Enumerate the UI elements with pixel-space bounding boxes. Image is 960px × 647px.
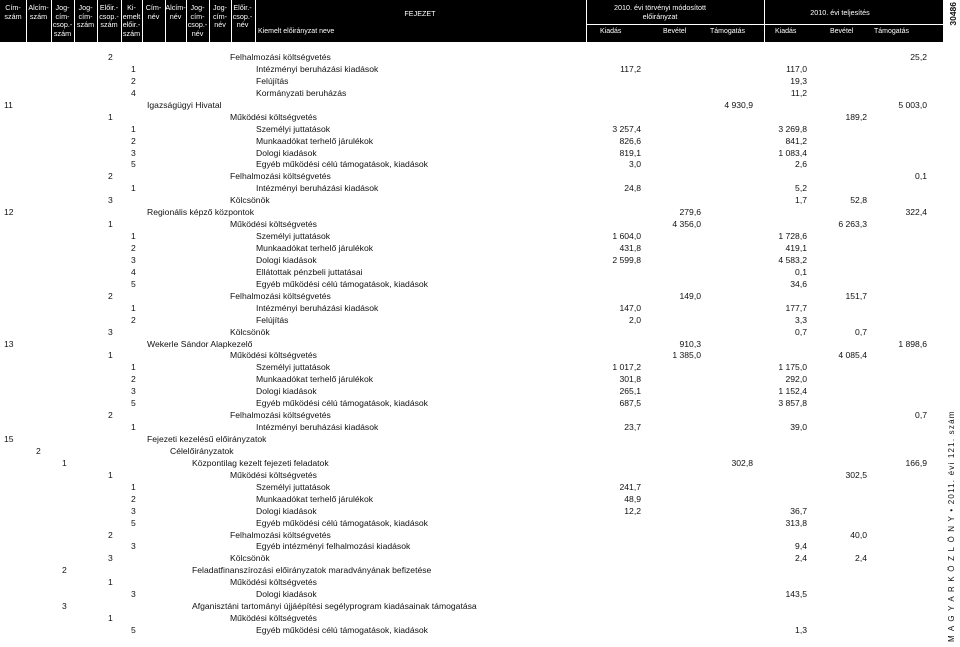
table-row — [0, 600, 943, 612]
cell-k2: 3,3 — [795, 314, 807, 325]
cell-k1: 2,0 — [629, 314, 641, 325]
cell-jc: 2 — [131, 314, 136, 325]
cell-k2: 1,7 — [795, 195, 807, 206]
cell-k2: 1 152,4 — [778, 386, 807, 397]
header-col-0: Cím- szám — [4, 3, 22, 21]
cell-t2: 1 898,6 — [898, 338, 927, 349]
header-group-2010-teljesites: 2010. évi teljesítés — [810, 8, 870, 17]
header-group-2010-modositott: 2010. évi törvényi módosított előirányzat — [614, 3, 706, 21]
table-row — [0, 254, 943, 266]
header-fejezet: FEJEZET — [404, 9, 436, 18]
cell-b2: 302,5 — [845, 469, 867, 480]
cell-b2: 52,8 — [850, 195, 867, 206]
cell-c: 13 — [4, 338, 14, 349]
page-number: 30486 — [948, 2, 958, 26]
cell-name: Wekerle Sándor Alapkezelő — [147, 338, 253, 349]
cell-name: Célelőirányzatok — [170, 445, 234, 456]
cell-name: Működési költségvetés — [230, 111, 317, 122]
cell-b2: 189,2 — [845, 111, 867, 122]
cell-name: Kölcsönök — [230, 326, 270, 337]
cell-name: Kölcsönök — [230, 195, 270, 206]
cell-k2: 39,0 — [790, 422, 807, 433]
cell-k1: 24,8 — [624, 183, 641, 194]
table-header — [0, 0, 943, 42]
cell-jcs: 2 — [62, 565, 67, 576]
cell-jcs: 3 — [62, 601, 67, 612]
table-row — [0, 409, 943, 421]
table-row — [0, 182, 943, 194]
cell-jc: 1 — [131, 63, 136, 74]
cell-b2: 40,0 — [850, 529, 867, 540]
cell-name: Felhalmozási költségvetés — [230, 529, 331, 540]
cell-jc: 4 — [131, 266, 136, 277]
header-col-5: Ki- emelt előir.- szám — [122, 3, 141, 38]
cell-t1: 302,8 — [731, 457, 753, 468]
cell-jcs: 2 — [108, 52, 113, 62]
table-row — [0, 51, 943, 63]
cell-name: Dologi kiadások — [256, 147, 317, 158]
cell-name: Munkaadókat terhelő járulékok — [256, 135, 374, 146]
cell-name: Működési költségvetés — [230, 350, 317, 361]
header-col-1: Alcím- szám — [28, 3, 49, 21]
table-row — [0, 564, 943, 576]
cell-k1: 265,1 — [619, 386, 641, 397]
table-row — [0, 576, 943, 588]
cell-name: Felhalmozási költségvetés — [230, 410, 331, 421]
cell-jc: 5 — [131, 159, 136, 170]
table-row — [0, 218, 943, 230]
table-row — [0, 111, 943, 123]
table-row — [0, 206, 943, 218]
cell-k2: 2,4 — [795, 553, 807, 564]
cell-jc: 1 — [131, 422, 136, 433]
cell-name: Fejezeti kezelésű előirányzatok — [147, 434, 267, 444]
cell-name: Központilag kezelt fejezeti feladatok — [192, 457, 329, 468]
header-col-9: Jog- cím- név — [213, 3, 227, 30]
cell-k2: 0,7 — [795, 326, 807, 337]
table-row — [0, 588, 943, 600]
table-row — [0, 624, 943, 636]
cell-name: Kölcsönök — [230, 553, 270, 564]
table-row — [0, 123, 943, 135]
table-row — [0, 266, 943, 278]
cell-name: Felhalmozási költségvetés — [230, 171, 331, 182]
header-sub-5: Támogatás — [874, 28, 910, 35]
journal-title: M A G Y A R K Ö Z L Ö N Y • 2011. évi 121. szám — [947, 410, 956, 642]
cell-name: Személyi juttatások — [256, 123, 331, 134]
cell-k1: 1 604,0 — [612, 231, 641, 242]
cell-t2: 5 003,0 — [898, 99, 927, 110]
cell-t2: 166,9 — [905, 457, 927, 468]
cell-k2: 117,0 — [786, 63, 807, 74]
header-sub-0: Kiadás — [600, 28, 622, 35]
cell-k2: 0,1 — [795, 266, 807, 277]
cell-k1: 3,0 — [629, 159, 641, 170]
table-row — [0, 135, 943, 147]
cell-name: Dologi kiadások — [256, 589, 317, 600]
cell-t1: 4 930,9 — [724, 99, 753, 110]
table-row — [0, 302, 943, 314]
cell-name: Egyéb működési célú támogatások, kiadások — [256, 398, 428, 409]
table-row — [0, 158, 943, 170]
cell-k1: 12,2 — [624, 505, 641, 516]
cell-name: Intézményi beruházási kiadások — [256, 63, 379, 74]
cell-b2: 2,4 — [855, 553, 867, 564]
table-row — [0, 517, 943, 529]
cell-k1: 2 599,8 — [612, 254, 641, 265]
table-row — [0, 361, 943, 373]
header-sub-3: Kiadás — [775, 28, 797, 35]
cell-b2: 0,7 — [855, 326, 867, 337]
cell-jc: 3 — [131, 147, 136, 158]
header-sub-4: Bevétel — [830, 28, 854, 35]
cell-name: Regionális képző központok — [147, 207, 255, 218]
cell-k2: 177,7 — [785, 302, 807, 313]
cell-k2: 3 857,8 — [778, 398, 807, 409]
cell-jcs: 1 — [108, 350, 113, 361]
table-row — [0, 469, 943, 481]
cell-k1: 147,0 — [619, 302, 641, 313]
cell-name: Feladatfinanszírozási előirányzatok maradványának befizetése — [192, 565, 432, 576]
table-row — [0, 242, 943, 254]
cell-jc: 1 — [131, 362, 136, 373]
cell-a: 2 — [36, 445, 41, 456]
cell-jcs: 2 — [108, 171, 113, 182]
table-row — [0, 99, 943, 111]
cell-jc: 5 — [131, 398, 136, 409]
header-sub-2: Támogatás — [710, 28, 746, 35]
header-col-8: Jog- cím- csop.- név — [187, 3, 208, 38]
cell-name: Dologi kiadások — [256, 254, 317, 265]
cell-k2: 419,1 — [785, 243, 807, 253]
cell-b2: 151,7 — [845, 290, 867, 301]
cell-b1: 279,6 — [679, 207, 701, 218]
cell-jc: 5 — [131, 517, 136, 528]
cell-name: Személyi juttatások — [256, 231, 331, 242]
table-row — [0, 63, 943, 75]
cell-jc: 4 — [131, 87, 136, 98]
cell-jcs: 2 — [108, 529, 113, 540]
cell-name: Intézményi beruházási kiadások — [256, 183, 379, 194]
cell-jc: 1 — [131, 183, 136, 194]
cell-jc: 1 — [131, 123, 136, 134]
cell-k1: 241,7 — [619, 481, 641, 492]
table-row — [0, 552, 943, 564]
cell-name: Működési költségvetés — [230, 577, 317, 588]
cell-t2: 0,7 — [915, 410, 927, 421]
table-row — [0, 75, 943, 87]
table-row — [0, 457, 943, 469]
header-col-2: Jog- cím- csop.- szám — [52, 3, 73, 38]
cell-jc: 5 — [131, 625, 136, 635]
cell-k2: 3 269,8 — [778, 123, 807, 134]
cell-jcs: 1 — [108, 219, 113, 230]
header-col-3: Jog- cím- szám — [76, 3, 95, 30]
cell-jc: 2 — [131, 135, 136, 146]
cell-k1: 687,5 — [619, 398, 641, 409]
cell-jc: 3 — [131, 541, 136, 552]
cell-k1: 23,7 — [624, 422, 641, 433]
budget-table — [0, 51, 943, 636]
table-row — [0, 505, 943, 517]
header-kiemelt: Kiemelt előirányzat neve — [258, 28, 335, 35]
cell-k1: 117,2 — [620, 63, 641, 74]
table-row — [0, 314, 943, 326]
cell-b1: 1 385,0 — [672, 350, 701, 361]
cell-jcs: 3 — [108, 326, 113, 337]
cell-jc: 1 — [131, 231, 136, 242]
cell-k2: 36,7 — [790, 505, 807, 516]
table-row — [0, 230, 943, 242]
cell-k1: 3 257,4 — [612, 123, 641, 134]
table-row — [0, 194, 943, 206]
cell-k2: 9,4 — [795, 541, 807, 552]
table-row — [0, 349, 943, 361]
cell-k2: 34,6 — [790, 278, 807, 289]
cell-b1: 149,0 — [679, 290, 701, 301]
table-row — [0, 612, 943, 624]
table-row — [0, 540, 943, 552]
cell-name: Dologi kiadások — [256, 505, 317, 516]
cell-b1: 910,3 — [679, 338, 701, 349]
cell-k2: 1,3 — [795, 625, 807, 635]
cell-jcs: 2 — [108, 290, 113, 301]
cell-t2: 25,2 — [910, 52, 927, 62]
table-row — [0, 481, 943, 493]
cell-k1: 819,1 — [619, 147, 641, 158]
cell-name: Egyéb működési célú támogatások, kiadások — [256, 517, 428, 528]
table-row — [0, 445, 943, 457]
table-row — [0, 433, 943, 445]
cell-name: Egyéb intézményi felhalmozási kiadások — [256, 541, 411, 552]
cell-t2: 322,4 — [905, 207, 927, 218]
cell-k2: 1 083,4 — [778, 147, 807, 158]
cell-name: Felújítás — [256, 314, 289, 325]
cell-name: Személyi juttatások — [256, 481, 331, 492]
table-row — [0, 278, 943, 290]
header-sub-1: Bevétel — [663, 28, 687, 35]
cell-jc: 2 — [131, 374, 136, 385]
cell-jcs: 1 — [108, 577, 113, 588]
cell-k2: 292,0 — [785, 374, 807, 385]
cell-k2: 1 175,0 — [778, 362, 807, 373]
cell-k2: 1 728,6 — [778, 231, 807, 242]
table-row — [0, 373, 943, 385]
cell-jc: 3 — [131, 589, 136, 600]
cell-name: Egyéb működési célú támogatások, kiadások — [256, 625, 428, 635]
cell-k2: 313,8 — [785, 517, 807, 528]
cell-jc: 2 — [131, 243, 136, 253]
cell-jc: 1 — [131, 302, 136, 313]
cell-name: Felújítás — [256, 75, 289, 86]
cell-name: Kormányzati beruházás — [256, 87, 347, 98]
cell-k2: 19,3 — [790, 75, 807, 86]
cell-name: Személyi juttatások — [256, 362, 331, 373]
cell-k1: 48,9 — [624, 493, 641, 504]
cell-b2: 6 263,3 — [838, 219, 867, 230]
cell-k1: 431,8 — [619, 243, 641, 253]
cell-name: Egyéb működési célú támogatások, kiadások — [256, 278, 428, 289]
cell-k1: 301,8 — [619, 374, 641, 385]
cell-c: 15 — [4, 434, 14, 444]
cell-name: Ellátottak pénzbeli juttatásai — [256, 266, 363, 277]
cell-name: Intézményi beruházási kiadások — [256, 302, 379, 313]
cell-k1: 826,6 — [619, 135, 641, 146]
table-row — [0, 147, 943, 159]
table-row — [0, 397, 943, 409]
cell-name: Afganisztáni tartományi újjáépítési segélyprogram kiadásainak támogatása — [192, 601, 477, 612]
header-col-7: Alcím- név — [165, 3, 186, 21]
cell-c: 12 — [4, 207, 14, 218]
cell-jc: 1 — [131, 481, 136, 492]
cell-name: Munkaadókat terhelő járulékok — [256, 243, 374, 253]
cell-jc: 5 — [131, 278, 136, 289]
cell-k2: 5,2 — [795, 183, 807, 194]
cell-jcs: 1 — [108, 469, 113, 480]
cell-name: Felhalmozási költségvetés — [230, 52, 331, 62]
cell-b1: 4 356,0 — [672, 219, 701, 230]
cell-name: Működési költségvetés — [230, 469, 317, 480]
cell-name: Munkaadókat terhelő járulékok — [256, 493, 374, 504]
header-col-6: Cím- név — [145, 3, 162, 21]
cell-jcs: 3 — [108, 195, 113, 206]
cell-name: Működési költségvetés — [230, 219, 317, 230]
cell-k1: 1 017,2 — [612, 362, 641, 373]
header-col-10: Előir.- csop.- név — [232, 3, 253, 30]
table-row — [0, 493, 943, 505]
cell-c: 11 — [4, 99, 13, 110]
cell-name: Felhalmozási költségvetés — [230, 290, 331, 301]
table-row — [0, 290, 943, 302]
cell-jcs: 1 — [62, 457, 67, 468]
cell-name: Működési költségvetés — [230, 613, 317, 624]
cell-name: Munkaadókat terhelő járulékok — [256, 374, 374, 385]
table-row — [0, 338, 943, 350]
table-row — [0, 529, 943, 541]
cell-b2: 4 085,4 — [838, 350, 867, 361]
cell-jcs: 1 — [108, 613, 113, 624]
cell-name: Dologi kiadások — [256, 386, 317, 397]
cell-jcs: 3 — [108, 553, 113, 564]
cell-jcs: 2 — [108, 410, 113, 421]
cell-k2: 143,5 — [785, 589, 807, 600]
cell-name: Intézményi beruházási kiadások — [256, 422, 379, 433]
cell-name: Igazságügyi Hivatal — [147, 99, 222, 110]
cell-jc: 3 — [131, 386, 136, 397]
table-row — [0, 170, 943, 182]
cell-jc: 2 — [131, 75, 136, 86]
cell-k2: 11,2 — [790, 87, 807, 98]
cell-k2: 2,6 — [795, 159, 807, 170]
header-col-4: Előir.- csop.- szám — [99, 3, 119, 30]
cell-name: Egyéb működési célú támogatások, kiadások — [256, 159, 428, 170]
table-row — [0, 326, 943, 338]
cell-jc: 3 — [131, 254, 136, 265]
cell-t2: 0,1 — [915, 171, 927, 182]
cell-k2: 841,2 — [785, 135, 807, 146]
cell-k2: 4 583,2 — [778, 254, 807, 265]
cell-jc: 3 — [131, 505, 136, 516]
table-row — [0, 385, 943, 397]
cell-jc: 2 — [131, 493, 136, 504]
table-row — [0, 421, 943, 433]
cell-jcs: 1 — [108, 111, 113, 122]
table-row — [0, 87, 943, 99]
